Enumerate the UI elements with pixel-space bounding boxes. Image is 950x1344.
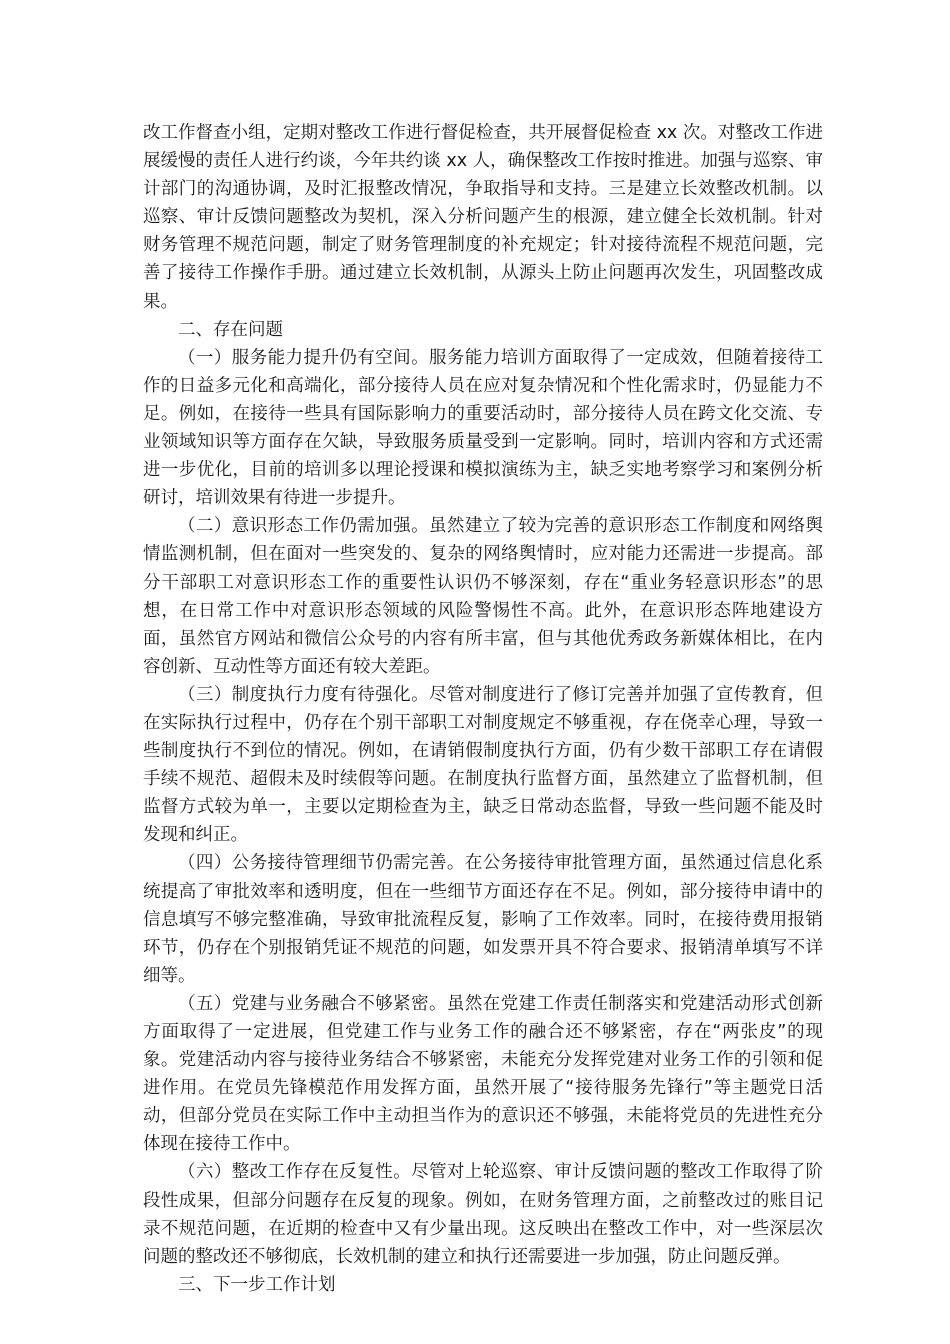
- document-body: [143, 119, 823, 1299]
- paragraph-problem-1: （一）服务能力提升仍有空间。服务能力培训方面取得了一定成效，但随着接待工作的日益多元化和高端化，部分接待人员在应对复杂情况和个性化需求时，仍显能力不足。例如，在接待一些具有国际影响力的重要活动时，部分接待人员在跨文化交流、专业领域知识等方面存在欠缺，导致服务质量受到一定影响。同时，培训内容和方式还需进一步优化，目前的培训多以理论授课和模拟演练为主，缺乏实地考察学习和案例分析研讨，培训效果有待进一步提升。: [143, 347, 823, 509]
- paragraph-continuation: 改工作督查小组，定期对整改工作进行督促检查，共开展督促检查 xx 次。对整改工作进展缓慢的责任人进行约谈，今年共约谈 xx 人，确保整改工作按时推进。加强与巡察、审计部门的沟通协调，及时汇报整改情况，争取指导和支持。三是建立长效整改机制。以巡察、审计反馈问题整改为契机，深入分析问题产生的根源，建立健全长效机制。针对财务管理不规范问题，制定了财务管理制度的补充规定；针对接待流程不规范问题，完善了接待工作操作手册。通过建立长效机制，从源头上防止问题再次发生，巩固整改成果。: [143, 123, 823, 312]
- paragraph-problem-4: （四）公务接待管理细节仍需完善。在公务接待审批管理方面，虽然通过信息化系统提高了审批效率和透明度，但在一些细节方面还存在不足。例如，部分接待申请中的信息填写不够完整准确，导致审批流程反复，影响了工作效率。同时，在接待费用报销环节，仍存在个别报销凭证不规范的问题，如发票开具不符合要求、报销清单填写不详细等。: [143, 853, 823, 986]
- paragraph-problem-6: （六）整改工作存在反复性。尽管对上轮巡察、审计反馈问题的整改工作取得了阶段性成果，但部分问题存在反复的现象。例如，在财务管理方面，之前整改过的账目记录不规范问题，在近期的检查中又有少量出现。这反映出在整改工作中，对一些深层次问题的整改还不够彻底，长效机制的建立和执行还需要进一步加强，防止问题反弹。: [143, 1162, 823, 1267]
- paragraph-problem-2: （二）意识形态工作仍需加强。虽然建立了较为完善的意识形态工作制度和网络舆情监测机制，但在面对一些突发的、复杂的网络舆情时，应对能力还需进一步提高。部分干部职工对意识形态工作的重要性认识仍不够深刻，存在“重业务轻意识形态”的思想，在日常工作中对意识形态领域的风险警惕性不高。此外，在意识形态阵地建设方面，虽然官方网站和微信公众号的内容有所丰富，但与其他优秀政务新媒体相比，在内容创新、互动性等方面还有较大差距。: [143, 516, 823, 677]
- section-heading-problems: 二、存在问题: [178, 319, 283, 340]
- section-heading-next-steps: 三、下一步工作计划: [178, 1274, 336, 1295]
- paragraph-problem-5: （五）党建与业务融合不够紧密。虽然在党建工作责任制落实和党建活动形式创新方面取得了一定进展，但党建工作与业务工作的融合还不够紧密，存在“两张皮”的现象。党建活动内容与接待业务结合不够紧密，未能充分发挥党建对业务工作的引领和促进作用。在党员先锋模范作用发挥方面，虽然开展了“接待服务先锋行”等主题党日活动，但部分党员在实际工作中主动担当作为的意识还不够强，未能将党员的先进性充分体现在接待工作中。: [143, 993, 823, 1155]
- paragraph-problem-3: （三）制度执行力度有待强化。尽管对制度进行了修订完善并加强了宣传教育，但在实际执行过程中，仍存在个别干部职工对制度规定不够重视，存在侥幸心理，导致一些制度执行不到位的情况。例如，在请销假制度执行方面，仍有少数干部职工存在请假手续不规范、超假未及时续假等问题。在制度执行监督方面，虽然建立了监督机制，但监督方式较为单一，主要以定期检查为主，缺乏日常动态监督，导致一些问题不能及时发现和纠正。: [143, 684, 823, 846]
